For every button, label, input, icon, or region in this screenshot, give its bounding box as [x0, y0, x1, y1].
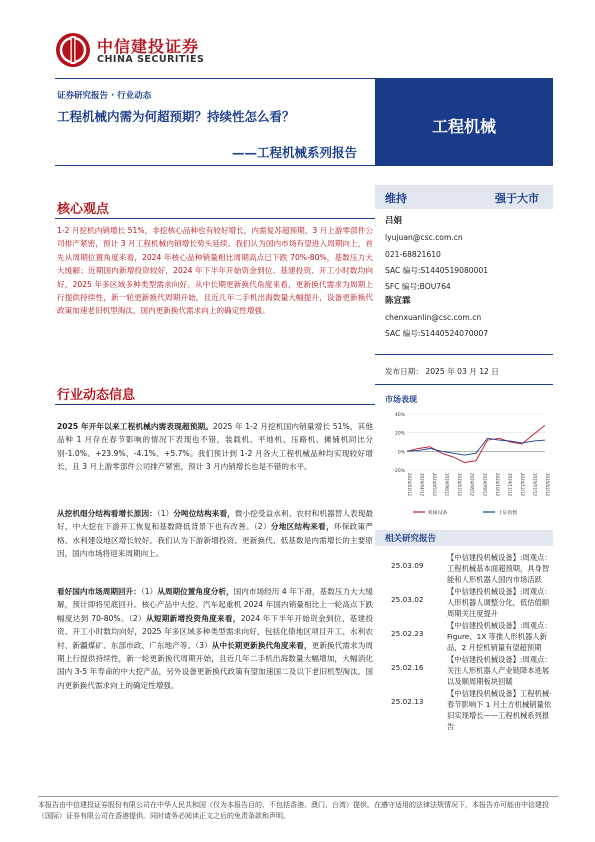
- x-tick-label: 2024/07/12: [457, 473, 463, 497]
- related-text: 【中信建投机械设备】:周观点：人形机器人调整分化，低估值顺周期关注度提升: [447, 587, 552, 618]
- industry-banner: [375, 78, 553, 166]
- related-bar: [375, 530, 553, 546]
- p2-b-lead: 分地区结构来看，: [270, 522, 334, 532]
- related-item[interactable]: [385, 654, 555, 690]
- related-date: 25.02.16: [391, 663, 424, 672]
- p2-a-num: （1）: [156, 509, 174, 518]
- y-tick-label: -20%: [393, 469, 405, 474]
- logo-chinese-name: 中信建投证券: [97, 37, 200, 56]
- rating-bar: [375, 185, 553, 209]
- analyst-1-phone: 021-68821610: [385, 250, 441, 259]
- p3-a-lead: 从周期位置角度分析，: [157, 587, 234, 596]
- core-heading: 核心观点: [57, 202, 110, 217]
- related-item[interactable]: [385, 586, 555, 622]
- p3-c-num: （3）: [195, 640, 212, 650]
- date-divider: [375, 384, 553, 385]
- p3-c-body: 更新换代需求为周期上行提供持续性，新一轮更新换代周期开始，且近几年二手机出海数量大幅增加，大幅消化国内 3-5 年寿命的中大挖产品，另外设备更新换代政策有望加速国二及以下老旧机型淘汰，国内更新换代需求向上的确定性增强。: [57, 640, 374, 690]
- related-date: 25.03.09: [391, 561, 424, 570]
- news-paragraph-1: [57, 420, 373, 474]
- related-item[interactable]: [385, 620, 555, 656]
- related-text: 【中信建投机械设备】工程机械·春节影响下 1 月土方机械销量依旧实现增长——工程机械系列报告: [447, 689, 552, 731]
- x-tick-label: 2024/12/12: [519, 473, 525, 497]
- header-divider: [55, 165, 375, 166]
- p2-lead: 从挖机细分结构看增长原因：: [57, 509, 157, 518]
- y-tick-label: 0%: [397, 450, 405, 456]
- series-line-1: [407, 425, 545, 462]
- analyst-2-name: 陈宣霖: [385, 296, 411, 306]
- y-tick-label: 20%: [394, 431, 405, 437]
- x-tick-label: 2024/04/12: [419, 473, 425, 497]
- legend-label: 上证指数: [498, 511, 518, 516]
- analyst-2-email: chenxuanlin@csc.com.cn: [385, 313, 482, 322]
- related-text: 【中信建投机械设备】:周观点：Figure、1X 等推人形机器人新品，2 月挖机销量有望超预期: [447, 621, 552, 652]
- x-tick-label: 2025/02/12: [545, 473, 550, 497]
- related-date: 25.02.23: [391, 629, 424, 638]
- p2-a-lead: 分吨位结构来看，: [173, 509, 235, 518]
- y-tick-label: 40%: [394, 413, 405, 418]
- related-text: 【中信建投机械设备】:周观点：工程机械基本面超预期，具身智能和人形机器人国内市场活跃: [447, 553, 552, 584]
- core-divider: [55, 218, 375, 219]
- p3-a-body: 国内市场经历 4 年下滑，基数压力大大缓解，预计即将见底回升。核心产品中大挖、汽车起重机 2024 年国内销量相比上一轮高点下跌幅度达到 70-80%。: [57, 587, 374, 623]
- analyst-1-sac: SAC 编号:S1440519080001: [385, 266, 489, 275]
- x-tick-label: 2024/11/12: [507, 473, 513, 497]
- news-paragraph-3: [57, 585, 373, 692]
- company-logo: [55, 30, 215, 72]
- top-divider: [55, 78, 375, 79]
- p3-b-lead: 从短期新增投资角度来看，: [145, 613, 241, 623]
- publish-date: 发布日期： 2025 年 03 月 12 日: [385, 367, 499, 376]
- p3-c-lead: 从中长期更新换代角度来看，: [211, 640, 312, 650]
- p1-lead: 2025 年开年以来工程机械内需表现超预期。: [57, 422, 214, 431]
- analyst-1-sfc: SFC 编号:BOU764: [385, 282, 451, 291]
- core-body: 1-2 月挖机内销增长 51%，非挖核心品种也有较好增长，内需复苏超预期，3 月上游零部件公司排产紧密，预计 3 月工程机械内销增长势头延续。我们认为国内市场有望进入周期向上，首先从周期位置角度来看，2024 年核心品种销量相比周期高点已下跌 70%-80%，基数压力大大缓解；近期国内新增投资较好，2024 年下半年开始资金到位、基建投资、开工小时数均向好，2025 年多区域多种类型需求向好。从中长期更新换代角度来看，更新换代需求为周期上行提供持续性，新一轮更新换代周期开始，且近几年二手机出海数量大幅提升，设备更新换代政策加速老旧机型淘汰，国内更新换代需求向上的确定性增强。: [57, 226, 373, 316]
- news-paragraph-2: [57, 507, 373, 561]
- related-date: 25.03.02: [391, 595, 424, 604]
- market-performance-chart: [385, 408, 550, 518]
- report-title: 工程机械内需为何超预期？持续性怎么看？: [57, 109, 295, 124]
- related-date: 25.02.13: [391, 697, 424, 706]
- x-tick-label: 2025/01/12: [532, 473, 538, 497]
- logo-english-name: CHINA SECURITIES: [97, 54, 205, 65]
- disclaimer: 本报告由中信建投证券股份有限公司在中华人民共和国（仅为本报告目的，不包括香港、澳门、台湾）提供。在遵守适用的法律法规情况下，本报告亦可能由中信建投（国际）证券有限公司在香港提供。同时请务必阅读正文之后的免责条款和声明。: [38, 801, 549, 820]
- legend-label: 机械设备: [428, 511, 448, 516]
- p2-b-num: （2）: [253, 522, 271, 532]
- report-type: 证券研究报告 · 行业动态: [57, 91, 152, 101]
- p3-a-num: （1）: [140, 587, 158, 596]
- analyst-1-email: lyujuan@csc.com.cn: [385, 233, 463, 242]
- p2-b-body: 环保政策严格、水利建设地区增长较好。我们认为下游新增投资、更新换代、低基数是内需增长的主要原因，国内市场将迎来周期向上。: [57, 522, 374, 559]
- report-subtitle: ——工程机械系列报告: [231, 145, 357, 160]
- news-divider: [55, 404, 375, 405]
- x-tick-label: 2024/09/12: [482, 473, 488, 497]
- related-item[interactable]: [385, 552, 555, 588]
- x-tick-label: 2024/05/12: [432, 473, 438, 497]
- p2-a-body: 微小挖受益水利、农村和机器替人表现最好，中大挖在下游开工恢复和基数降低背景下也有改善。: [57, 509, 374, 532]
- related-text: 【中信建投机械设备】:周观点：关注人形机器人产业链降本进展以及顺周期板块回暖: [447, 655, 552, 686]
- news-heading: 行业动态信息: [57, 388, 136, 403]
- p3-b-num: （2）: [128, 613, 146, 623]
- p3-b-body: 2024 年下半年开始资金到位、基建投资、开工小时数均向好，2025 年多区域多种类型需求向好，包括化债地区项目开工、水利农村、新疆煤矿、东部市政、广东地产等。: [57, 613, 374, 650]
- p3-lead: 看好国内市场周期回升：: [57, 587, 141, 596]
- industry-label: 工程机械: [431, 117, 496, 136]
- related-title: 相关研究报告: [385, 534, 437, 544]
- p1-body: 2025 年 1-2 月挖机国内销量增长 51%，其他品种 1 月存在春节影响的情况下表现也不错，装载机、平地机、压路机、摊铺机同比分别-1.0%、+23.9%、-4.1%、+5.7%。我们预计到 1-2 月各大工程机械品种均实现较好增长，且 3 月上游零部件公司排产紧密，预计 3 月内销增长也是不错的水平。: [57, 422, 373, 472]
- rating-action: 维持: [385, 192, 407, 205]
- x-tick-label: 2024/08/12: [469, 473, 475, 497]
- related-item[interactable]: [385, 688, 555, 731]
- analyst-1-name: 吕娟: [385, 216, 403, 226]
- chart-title: 市场表现: [385, 395, 417, 404]
- x-tick-label: 2024/06/12: [444, 473, 450, 497]
- x-tick-label: 2024/03/12: [407, 473, 412, 497]
- rating-value: 强于大市: [495, 192, 539, 205]
- citic-logo-icon: [55, 32, 91, 68]
- analyst-2-sac: SAC 编号:S1440524070007: [385, 329, 489, 338]
- analyst-divider: [375, 354, 553, 355]
- x-tick-label: 2024/10/12: [494, 473, 500, 497]
- footer-divider: [38, 796, 558, 797]
